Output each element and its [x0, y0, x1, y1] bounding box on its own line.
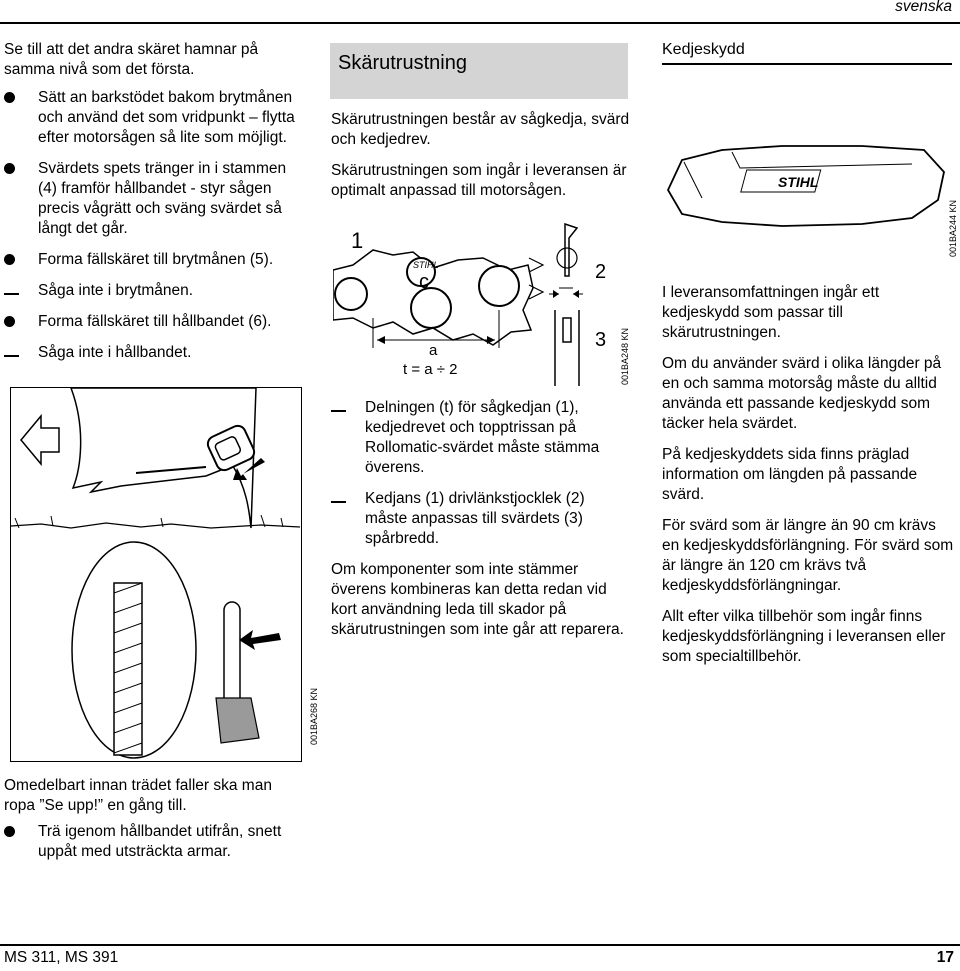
list-item: [331, 489, 631, 549]
chain-guard-illustration: [662, 98, 954, 270]
left-intro: Se till att det andra skäret hamnar på samma nivå som det första.: [4, 41, 259, 78]
middle-bottom: [331, 398, 631, 651]
section-heading: [330, 43, 628, 99]
bullet-icon: [4, 316, 15, 327]
list-item-text: Forma fällskäret till hållbandet (6).: [38, 313, 272, 330]
chain-illustration: [333, 210, 630, 386]
footer-rule: [0, 944, 960, 946]
list-item: [4, 250, 299, 270]
push-arrow-icon: [239, 630, 281, 650]
language-label: svenska: [895, 0, 952, 15]
list-item-text: Trä igenom hållbandet utifrån, snett uppåt med utsträckta armar.: [38, 823, 282, 860]
paragraph: Skärutrustningen som ingår i leveransen är optimalt anpassad till motorsågen.: [331, 162, 627, 199]
felling-figure: [10, 387, 319, 762]
list-item: [331, 398, 631, 478]
bullet-icon: [4, 92, 15, 103]
list-item-text: Såga inte i brytmånen.: [38, 282, 194, 299]
paragraph: Om du använder svärd i olika längder på en och samma motorsåg måste du alltid använda ett passande kedjeskydd som täcker hela svärdet.: [662, 355, 942, 432]
list-item: [4, 343, 299, 363]
dash-icon: [331, 501, 346, 503]
label-a: a: [429, 342, 438, 359]
felling-illustration: [11, 388, 300, 760]
list-item: [4, 281, 299, 301]
bullet-icon: [4, 254, 15, 265]
chain-guard-figure: [662, 98, 958, 270]
section-heading: [662, 41, 952, 59]
dash-icon: [4, 293, 19, 295]
paragraph: Skärutrustningen består av sågkedja, svärd och kedjedrev.: [331, 111, 630, 148]
paragraph: Om komponenter som inte stämmer överens kombineras kan detta redan vid kort användning leda till skador på skärutrustningen som inte går att reparera.: [331, 561, 624, 638]
middle-top: [331, 110, 631, 212]
middle-list: [331, 398, 631, 549]
chain-figure: [333, 210, 630, 386]
brand-mark: STIHL: [778, 174, 819, 190]
figure-code: 001BA268 KN: [309, 688, 319, 746]
dash-icon: [331, 410, 346, 412]
section-heading-text: Kedjeskydd: [662, 41, 745, 58]
left-bottom: [4, 776, 299, 873]
pitch-formula: t = a ÷ 2: [403, 361, 458, 378]
list-item-text: Kedjans (1) drivlänkstjocklek (2) måste anpassas till svärdets (3) spårbredd.: [365, 490, 585, 547]
list-item: [4, 312, 299, 332]
label-c: c: [419, 271, 429, 293]
list-item-text: Forma fällskäret till brytmånen (5).: [38, 251, 274, 268]
right-text: [662, 283, 954, 678]
paragraph: På kedjeskyddets sida finns präglad information om längden på passande svärd.: [662, 446, 918, 503]
paragraph: För svärd som är längre än 90 cm krävs en kedjeskyddsförlängning. För svärd som är längre än 120 cm krävs två kedjeskyddsförlängningar.: [662, 517, 954, 594]
left-outro: Omedelbart innan trädet faller ska man ropa ”Se upp!” en gång till.: [4, 777, 272, 814]
bullet-icon: [4, 826, 15, 837]
paragraph: Allt efter vilka tillbehör som ingår finns kedjeskyddsförlängning i leveransen eller som specialtillbehör.: [662, 608, 946, 665]
list-item-text: Såga inte i hållbandet.: [38, 344, 192, 361]
bullet-icon: [4, 163, 15, 174]
list-item-text: Delningen (t) för sågkedjan (1), kedjedrevet och topptrissan på Rollomatic-svärdet måste stämma överens.: [365, 399, 600, 476]
left-list: [4, 88, 299, 363]
brand-mark: STIHL: [413, 260, 439, 270]
left-column: [4, 40, 299, 374]
list-item: [4, 88, 299, 148]
footer-model: MS 311, MS 391: [4, 949, 119, 966]
header-rule: [0, 22, 960, 24]
paragraph: I leveransomfattningen ingår ett kedjeskydd som passar till skärutrustningen.: [662, 284, 880, 341]
direction-arrow-icon: [21, 416, 59, 464]
list-item: [4, 159, 299, 239]
figure-code: 001BA248 KN: [620, 328, 630, 386]
list-item-text: Svärdets spets tränger in i stammen (4) framför hållbandet - styr sågen precis vågrätt och sväng svärdet så långt det går.: [38, 160, 287, 237]
right-paragraphs: [662, 283, 954, 667]
list-item: [4, 822, 299, 862]
list-item-text: Sätt an barkstödet bakom brytmånen och använd det som vridpunkt – flytta efter motorsågen så lite som möjligt.: [38, 89, 295, 146]
label-3: 3: [595, 329, 607, 351]
label-1: 1: [351, 228, 364, 253]
section-rule: [662, 63, 952, 65]
figure-code: 001BA244 KN: [948, 200, 958, 258]
dash-icon: [4, 355, 19, 357]
section-heading-text: Skärutrustning: [338, 52, 467, 74]
page-number: 17: [936, 949, 954, 966]
label-2: 2: [595, 261, 607, 283]
